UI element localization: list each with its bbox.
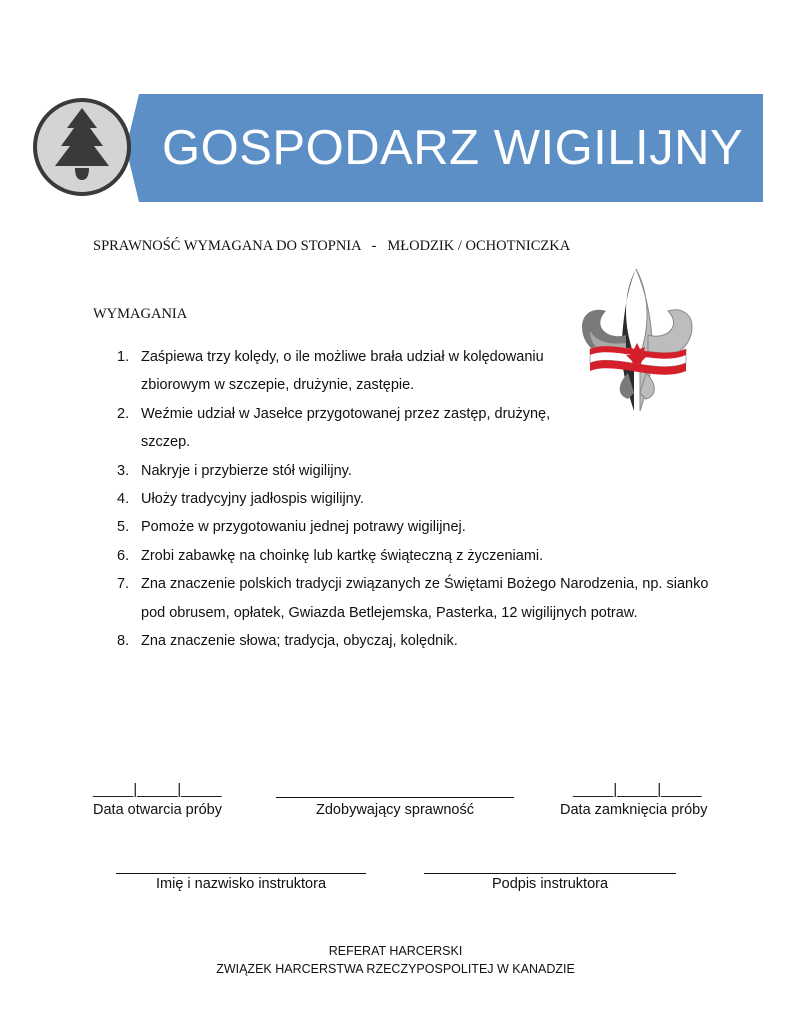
page-title: GOSPODARZ WIGILIJNY — [162, 121, 744, 175]
open-date-label: Data otwarcia próby — [93, 802, 222, 818]
close-date-blank[interactable]: _____|_____|_____ — [573, 782, 702, 798]
list-item — [117, 400, 561, 457]
open-date-blank[interactable]: _____|_____|_____ — [93, 782, 222, 798]
instructor-signature-label: Podpis instruktora — [491, 876, 609, 892]
item-text: Pomoże w przygotowaniu jednej potrawy wigilijnej. — [141, 519, 466, 536]
footer-line-1: REFERAT HARCERSKI — [328, 944, 463, 958]
section-heading: WYMAGANIA — [93, 306, 188, 322]
item-text: Zna znaczenie polskich tradycji związanych ze Świętami Bożego Narodzenia, np. sianko pod obrusem, opłatek, Gwiazda Betlejemska, Pasterka, 12 wigilijnych potraw. — [141, 576, 709, 621]
list-item — [117, 513, 711, 541]
item-text: Nakryje i przybierze stół wigilijny. — [141, 462, 352, 479]
footer-line-2: ZWIĄZEK HARCERSTWA RZECZYPOSPOLITEJ W KANADZIE — [216, 962, 575, 976]
item-number: 4. — [117, 491, 130, 508]
requirements-list — [117, 343, 711, 655]
list-item — [117, 542, 711, 570]
item-number: 6. — [117, 547, 130, 564]
badge-requirement-level: SPRAWNOŚĆ WYMAGANA DO STOPNIA - MŁODZIK / OCHOTNICZKA — [93, 238, 571, 254]
christmas-tree-icon — [31, 96, 133, 198]
item-text: Ułoży tradycyjny jadłospis wigilijny. — [141, 491, 364, 508]
item-number: 2. — [117, 405, 130, 422]
candidate-label: Zdobywający sprawność — [316, 802, 474, 818]
item-text: Weźmie udział w Jasełce przygotowanej przez zastęp, drużynę, szczep. — [141, 405, 551, 451]
close-date-label: Data zamknięcia próby — [560, 802, 708, 818]
item-number: 3. — [117, 462, 130, 479]
item-number: 5. — [117, 519, 130, 536]
candidate-signature-line[interactable] — [276, 797, 514, 798]
list-item — [117, 485, 711, 513]
item-number: 1. — [117, 349, 130, 365]
instructor-signature-line[interactable] — [424, 873, 676, 874]
item-number: 7. — [117, 576, 130, 593]
list-item — [117, 457, 711, 485]
list-item — [117, 343, 561, 400]
item-text: Zaśpiewa trzy kolędy, o ile możliwe brała udział w kolędowaniu zbiorowym w szczepie, drużynie, zastępie. — [141, 349, 544, 394]
instructor-name-line[interactable] — [116, 873, 366, 874]
item-number: 8. — [117, 633, 130, 650]
item-text: Zrobi zabawkę na choinkę lub kartkę świąteczną z życzeniami. — [141, 547, 544, 564]
instructor-name-label: Imię i nazwisko instruktora — [155, 876, 327, 892]
item-text: Zna znaczenie słowa; tradycja, obyczaj, kolędnik. — [141, 633, 458, 650]
list-item — [117, 570, 711, 627]
list-item — [117, 627, 711, 655]
